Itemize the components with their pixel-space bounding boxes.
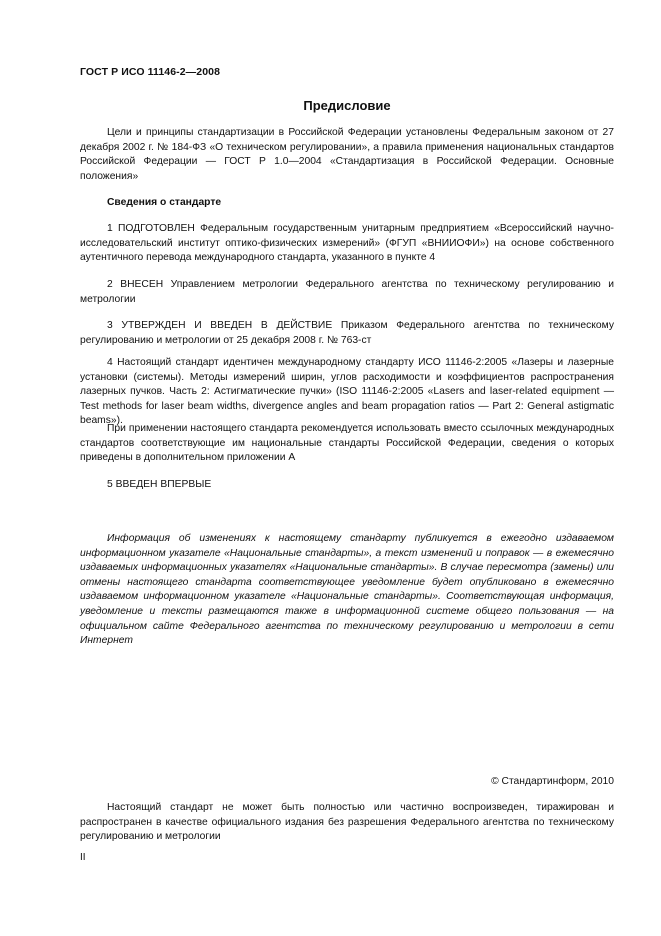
- info-item-3: 3 УТВЕРЖДЕН И ВВЕДЕН В ДЕЙСТВИЕ Приказом Федерального агентства по техническому регулированию и метрологии от 25 декабря 2008 г. № 763-ст: [80, 320, 614, 346]
- reproduction-notice: Настоящий стандарт не может быть полностью или частично воспроизведен, тиражирован и распространен в качестве официального издания без разрешения Федерального агентства по техническому регулированию и метрологии: [80, 802, 614, 843]
- document-code: ГОСТ Р ИСО 11146-2—2008: [80, 66, 221, 78]
- copyright: © Стандартинформ, 2010: [491, 776, 614, 787]
- page-number: II: [80, 852, 86, 863]
- info-item-1: 1 ПОДГОТОВЛЕН Федеральным государственным унитарным предприятием «Всероссийский научно-исследовательский институт оптико-физических измерений» (ФГУП «ВНИИОФИ») на основе собственного аутентичного перевода международного стандарта, указанного в пункте 4: [80, 223, 614, 264]
- document-page: [80, 0, 614, 936]
- info-item-4-note: При применении настоящего стандарта рекомендуется использовать вместо ссылочных международных стандартов соответствующие им национальные стандарты Российской Федерации, сведения о которых приведены в дополнительном приложении А: [80, 423, 614, 464]
- preface-intro: Цели и принципы стандартизации в Российской Федерации установлены Федеральным законом от 27 декабря 2002 г. № 184-ФЗ «О техническом регулировании», а правила применения национальных стандартов Российской Федерации — ГОСТ Р 1.0—2004 «Стандартизация в Российской Федерации. Основные положения»: [80, 127, 614, 182]
- info-item-4: 4 Настоящий стандарт идентичен международному стандарту ИСО 11146-2:2005 «Лазеры и лазерные установки (системы). Методы измерений ширин, углов расходимости и коэффициентов распространения лазерных пучков. Часть 2: Астигматические пучки» (ISO 11146-2:2005 «Lasers and laser-related equipment — Test methods for laser beam widths, divergence angles and beam propagation ratios — Part 2: General astigmatic beams»).: [80, 357, 614, 427]
- info-item-5: 5 ВВЕДЕН ВПЕРВЫЕ: [107, 479, 212, 490]
- changes-info-notice: Информация об изменениях к настоящему стандарту публикуется в ежегодно издаваемом информационном указателе «Национальные стандарты», а текст изменений и поправок — в ежемесячно издаваемых информационных указателях «Национальные стандарты». В случае пересмотра (замены) или отмены настоящего стандарта соответствующее уведомление будет опубликовано в ежемесячно издаваемом информационном указателе «Национальные стандарты». Соответствующая информация, уведомление и тексты размещаются также в информационной системе общего пользования — на официальном сайте Федерального агентства по техническому регулированию и метрологии в сети Интернет: [80, 533, 614, 647]
- standard-info-heading: Сведения о стандарте: [107, 197, 222, 208]
- preface-heading: Предисловие: [303, 98, 391, 113]
- info-item-2: 2 ВНЕСЕН Управлением метрологии Федерального агентства по техническому регулированию и метрологии: [80, 279, 614, 305]
